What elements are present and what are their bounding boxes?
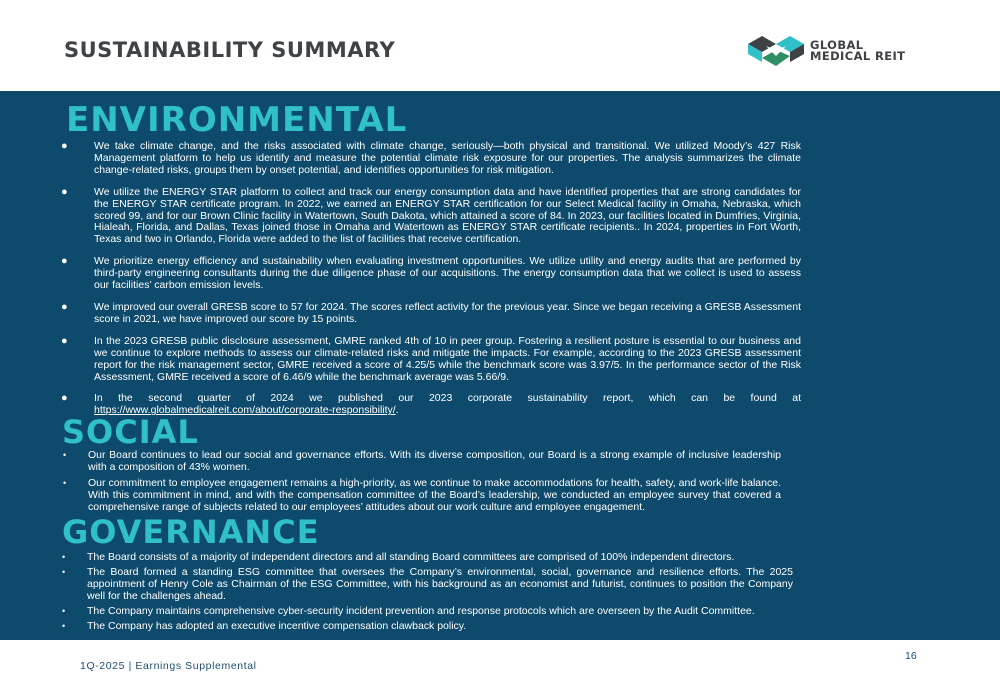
page-title: SUSTAINABILITY SUMMARY [64, 38, 396, 62]
item-text: The Board consists of a majority of independent directors and all standing Board committees are comprised of 100% independent directors. [87, 551, 735, 563]
logo-line-1: GLOBAL [810, 38, 864, 52]
bullet-icon: ● [61, 334, 68, 347]
environmental-heading: ENVIRONMENTAL [66, 100, 408, 140]
bullet-icon: ● [61, 300, 68, 313]
bullet-icon: • [62, 620, 66, 631]
bullet-icon: • [62, 552, 66, 562]
bullet-icon: • [62, 605, 66, 616]
item-text-prefix: In the second quarter of 2024 we published our 2023 corporate sustainability report, which can be found at [94, 392, 801, 405]
environmental-list [61, 140, 801, 427]
bullet-icon: ● [61, 140, 68, 152]
item-text: In the 2023 GRESB public disclosure assessment, GMRE ranked 4th of 10 in peer group. Fostering a resilient posture is essential to our business and we continue to explore methods to assess our climate-related risks and mitigate the impacts. For example, according to the 2023 GRESB assessment report for the risk management sector, GMRE received a score of 4.25/5 while the benchmark score was 3.97/5. In the performance sector of the Risk Assessment, GMRE received a score of 6.46/9 while the benchmark average was 5.66/9. [94, 334, 801, 383]
list-item [61, 300, 801, 326]
logo-text [810, 40, 905, 62]
page-header [0, 0, 1000, 91]
item-text: We improved our overall GRESB score to 57 for 2024. The scores reflect activity for the previous year. Since we began receiving a GRESB Assessment score in 2021, we have improved our score by 15 points. [94, 300, 801, 325]
list-item [61, 392, 801, 417]
list-item [63, 476, 781, 514]
governance-list [62, 551, 793, 635]
item-text: We take climate change, and the risks associated with climate change, seriously—both physical and transitional. We utilized Moody’s 427 Risk Management platform to help us identify and measure the potential climate risk exposure for our properties. The analysis summarizes the climate change-related risks, groups them by onset potential, and identifies opportunities for risk mitigation. [94, 140, 801, 176]
list-item [61, 140, 801, 177]
item-text: We prioritize energy efficiency and sustainability when evaluating investment opportunities. We utilize utility and energy audits that are performed by third-party engineering consultants during the due diligence phase of our acquisitions. The energy consumption data that we collect is used to assess our facilities’ carbon emission levels. [94, 255, 801, 292]
list-item [61, 185, 801, 247]
logo-line-2: MEDICAL REIT [810, 49, 906, 63]
bullet-icon: • [63, 477, 67, 488]
company-logo [748, 36, 948, 66]
page-number: 16 [905, 650, 917, 662]
item-text: The Company maintains comprehensive cyber-security incident prevention and response protocols which are overseen by the Audit Committee. [87, 604, 755, 617]
bullet-icon: ● [61, 255, 68, 268]
governance-heading: GOVERNANCE [62, 513, 320, 551]
item-text: The Board formed a standing ESG committee that oversees the Company’s environmental, social, governance and resilience efforts. The 2025 appointment of Henry Cole as Chairman of the ESG Committee, with his background as an economist and futurist, continues to position the Company well for the challenges ahead. [87, 565, 793, 602]
item-text-suffix: . [395, 404, 399, 417]
bullet-icon: ● [61, 392, 68, 405]
list-item [61, 255, 801, 292]
list-item [61, 334, 801, 384]
list-item [62, 551, 793, 564]
logo-cross-icon [748, 36, 804, 66]
social-heading: SOCIAL [62, 413, 199, 451]
bullet-icon: ● [61, 185, 68, 198]
item-text: The Company has adopted an executive incentive compensation clawback policy. [87, 619, 467, 632]
bullet-icon: • [63, 450, 67, 460]
list-item [62, 565, 793, 603]
list-item [62, 619, 793, 633]
item-text: Our Board continues to lead our social and governance efforts. With its diverse composition, our Board is a strong example of inclusive leadership with a composition of 43% women. [88, 449, 781, 473]
bullet-icon: • [62, 566, 66, 577]
item-text: We utilize the ENERGY STAR platform to collect and track our energy consumption data and have identified properties that are strong candidates for the ENERGY STAR certificate program. In 2022, we earned an ENERGY STAR certification for our Select Medical facility in Omaha, Nebraska, which scored 99, and for our Brown Clinic facility in Watertown, South Dakota, which attained a score of 84. In 2023, our facilities located in Dumfries, Virginia, Hialeah, Florida, and Dallas, Texas joined those in Omaha and Watertown as ENERGY STAR certificate recipients.. In 2024, properties in Fort Worth, Texas and two in Orlando, Florida were added to the list of facilities that receive certification. [94, 185, 801, 246]
corporate-responsibility-link[interactable]: https://www.globalmedicalreit.com/about/corporate-responsibility/ [94, 404, 396, 417]
item-text: Our commitment to employee engagement remains a high-priority, as we continue to make accommodations for health, safety, and work-life balance. With this commitment in mind, and with the compensation committee of the Board’s leadership, we conducted an employee survey that covered a comprehensive range of subjects related to our employees’ attitudes about our work culture and employee engagement. [88, 476, 781, 513]
social-list [63, 449, 781, 518]
footer-label: 1Q-2025 | Earnings Supplemental [80, 660, 257, 672]
list-item [63, 449, 781, 474]
list-item [62, 604, 793, 618]
